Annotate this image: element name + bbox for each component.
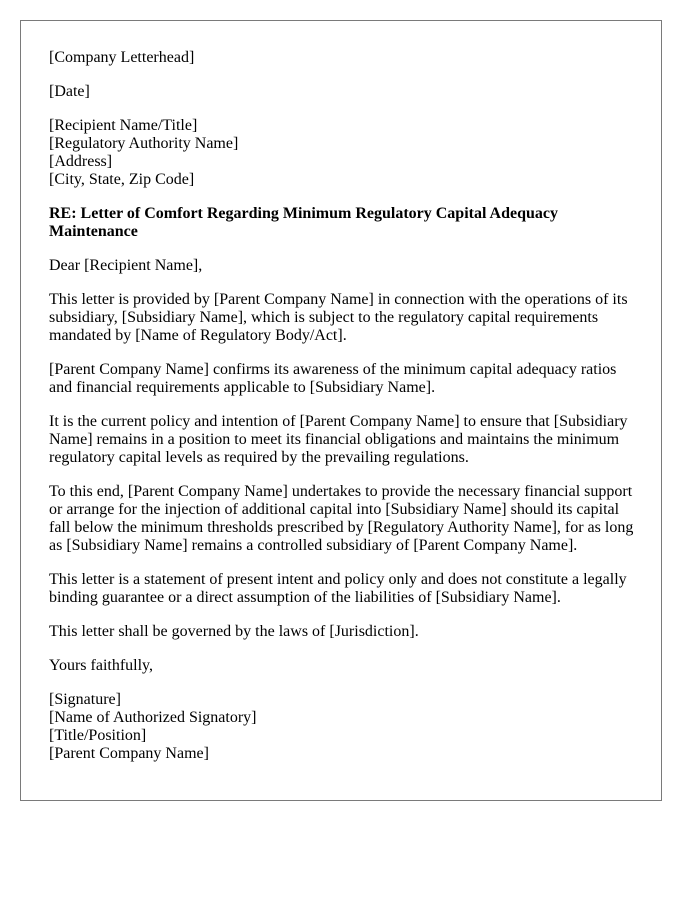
signature-block <box>49 691 634 763</box>
signature-line: [Name of Authorized Signatory] <box>49 709 257 726</box>
body-paragraph: This letter is provided by [Parent Company Name] in connection with the operations of its subsidiary, [Subsidiary Name], which is subject to the regulatory capital requirements mandated by [Name of Regulatory Body/Act]. <box>49 291 628 344</box>
salutation: Dear [Recipient Name], <box>49 257 203 274</box>
signature-line: [Signature] <box>49 691 121 708</box>
signature-line: [Parent Company Name] <box>49 745 209 762</box>
recipient-address <box>49 117 634 189</box>
letterhead: [Company Letterhead] <box>49 49 195 66</box>
body-paragraph: It is the current policy and intention of [Parent Company Name] to ensure that [Subsidiary Name] remains in a position to meet its financial obligations and maintains the minimum regulatory capital levels as required by the prevailing regulations. <box>49 413 628 466</box>
letter-document <box>20 20 662 801</box>
recipient-line: [Recipient Name/Title] <box>49 117 198 134</box>
recipient-line: [Address] <box>49 153 113 170</box>
recipient-line: [Regulatory Authority Name] <box>49 135 239 152</box>
body-paragraph: This letter is a statement of present intent and policy only and does not constitute a legally binding guarantee or a direct assumption of the liabilities of [Subsidiary Name]. <box>49 571 627 606</box>
body-paragraph: To this end, [Parent Company Name] undertakes to provide the necessary financial support or arrange for the injection of additional capital into [Subsidiary Name] should its capital fall below the minimum thresholds prescribed by [Regulatory Authority Name], for as long as [Subsidiary Name] remains a controlled subsidiary of [Parent Company Name]. <box>49 483 634 554</box>
date: [Date] <box>49 83 90 100</box>
recipient-line: [City, State, Zip Code] <box>49 171 195 188</box>
body-paragraph: This letter shall be governed by the laws of [Jurisdiction]. <box>49 623 419 640</box>
closing: Yours faithfully, <box>49 657 154 674</box>
body-paragraph: [Parent Company Name] confirms its awareness of the minimum capital adequacy ratios and financial requirements applicable to [Subsidiary Name]. <box>49 361 617 396</box>
signature-line: [Title/Position] <box>49 727 147 744</box>
subject-line: RE: Letter of Comfort Regarding Minimum Regulatory Capital Adequacy Maintenance <box>49 205 558 240</box>
